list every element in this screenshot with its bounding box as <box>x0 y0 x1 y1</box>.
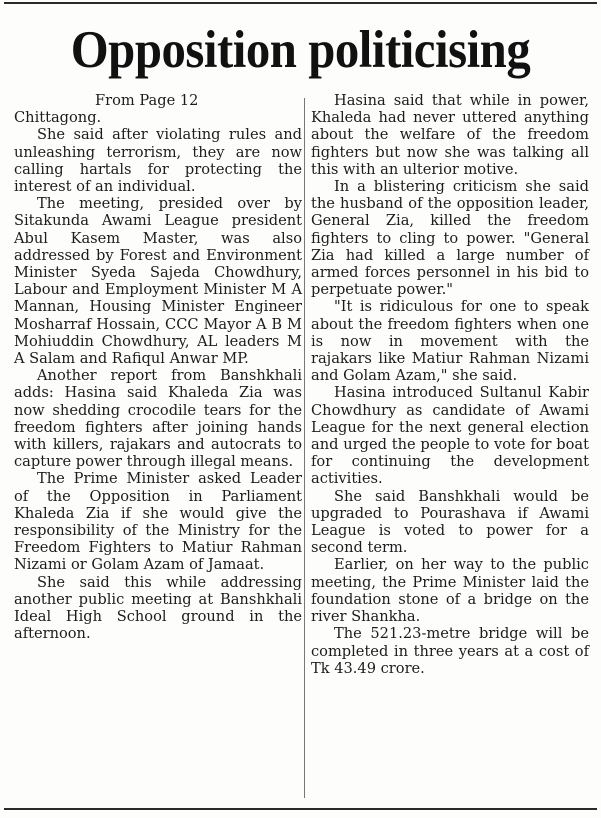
top-border-rule <box>4 2 597 4</box>
paragraph: The 521.23-metre bridge will be completed in three years at a cost of Tk 43.49 crore. <box>311 625 589 677</box>
right-column <box>311 92 589 804</box>
paragraph: The meeting, presided over by Sitakunda Awami League president Abul Kasem Master, was also addressed by Forest and Environment Minister Syeda Sajeda Chowdhury, Labour and Employment Minister M A Mannan, Housing Minister Engineer Mosharraf Hossain, CCC Mayor A B M Mohiuddin Chowdhury, AL leaders M A Salam and Rafiqul Anwar MP. <box>14 195 302 368</box>
paragraph: Hasina said that while in power, Khaleda had never uttered anything about the welfare of the freedom fighters but now she was talking all this with an ulterior motive. <box>311 92 589 178</box>
paragraph: She said this while addressing another public meeting at Banshkhali Ideal High School ground in the afternoon. <box>14 573 302 643</box>
headline: Opposition politicising <box>70 21 531 79</box>
paragraph: She said Banshkhali would be upgraded to Pourashava if Awami League is voted to power for a second term. <box>311 487 589 557</box>
bottom-border-rule <box>4 808 597 810</box>
paragraph: "It is ridiculous for one to speak about the freedom fighters when one is now in movement with the rajakars like Matiur Rahman Nizami and Golam Azam," she said. <box>311 298 589 385</box>
paragraph: The Prime Minister asked Leader of the Opposition in Parliament Khaleda Zia if she would give the responsibility of the Ministry for the Freedom Fighters to Matiur Rahman Nizami or Golam Azam of Jamaat. <box>14 470 302 574</box>
paragraph: Another report from Banshkhali adds: Hasina said Khaleda Zia was now shedding crocodile tears for the freedom fighters after joining hands with killers, rajakars and autocrats to capture power through illegal means. <box>14 367 302 471</box>
column-divider <box>304 98 305 798</box>
continuation-line: From Page 12 <box>95 92 199 109</box>
left-column <box>14 92 302 804</box>
paragraph: Chittagong. <box>14 109 102 127</box>
paragraph: In a blistering criticism she said the husband of the opposition leader, General Zia, killed the freedom fighters to cling to power. "General Zia had killed a large number of armed forces personnel in his bid to perpetuate power." <box>311 178 589 299</box>
paragraph: Earlier, on her way to the public meeting, the Prime Minister laid the foundation stone of a bridge on the river Shankha. <box>311 556 589 626</box>
paragraph: Hasina introduced Sultanul Kabir Chowdhury as candidate of Awami League for the next general election and urged the people to vote for boat for continuing the development activities. <box>311 384 589 488</box>
paragraph: She said after violating rules and unleashing terrorism, they are now calling hartals for protecting the interest of an individual. <box>14 126 302 196</box>
